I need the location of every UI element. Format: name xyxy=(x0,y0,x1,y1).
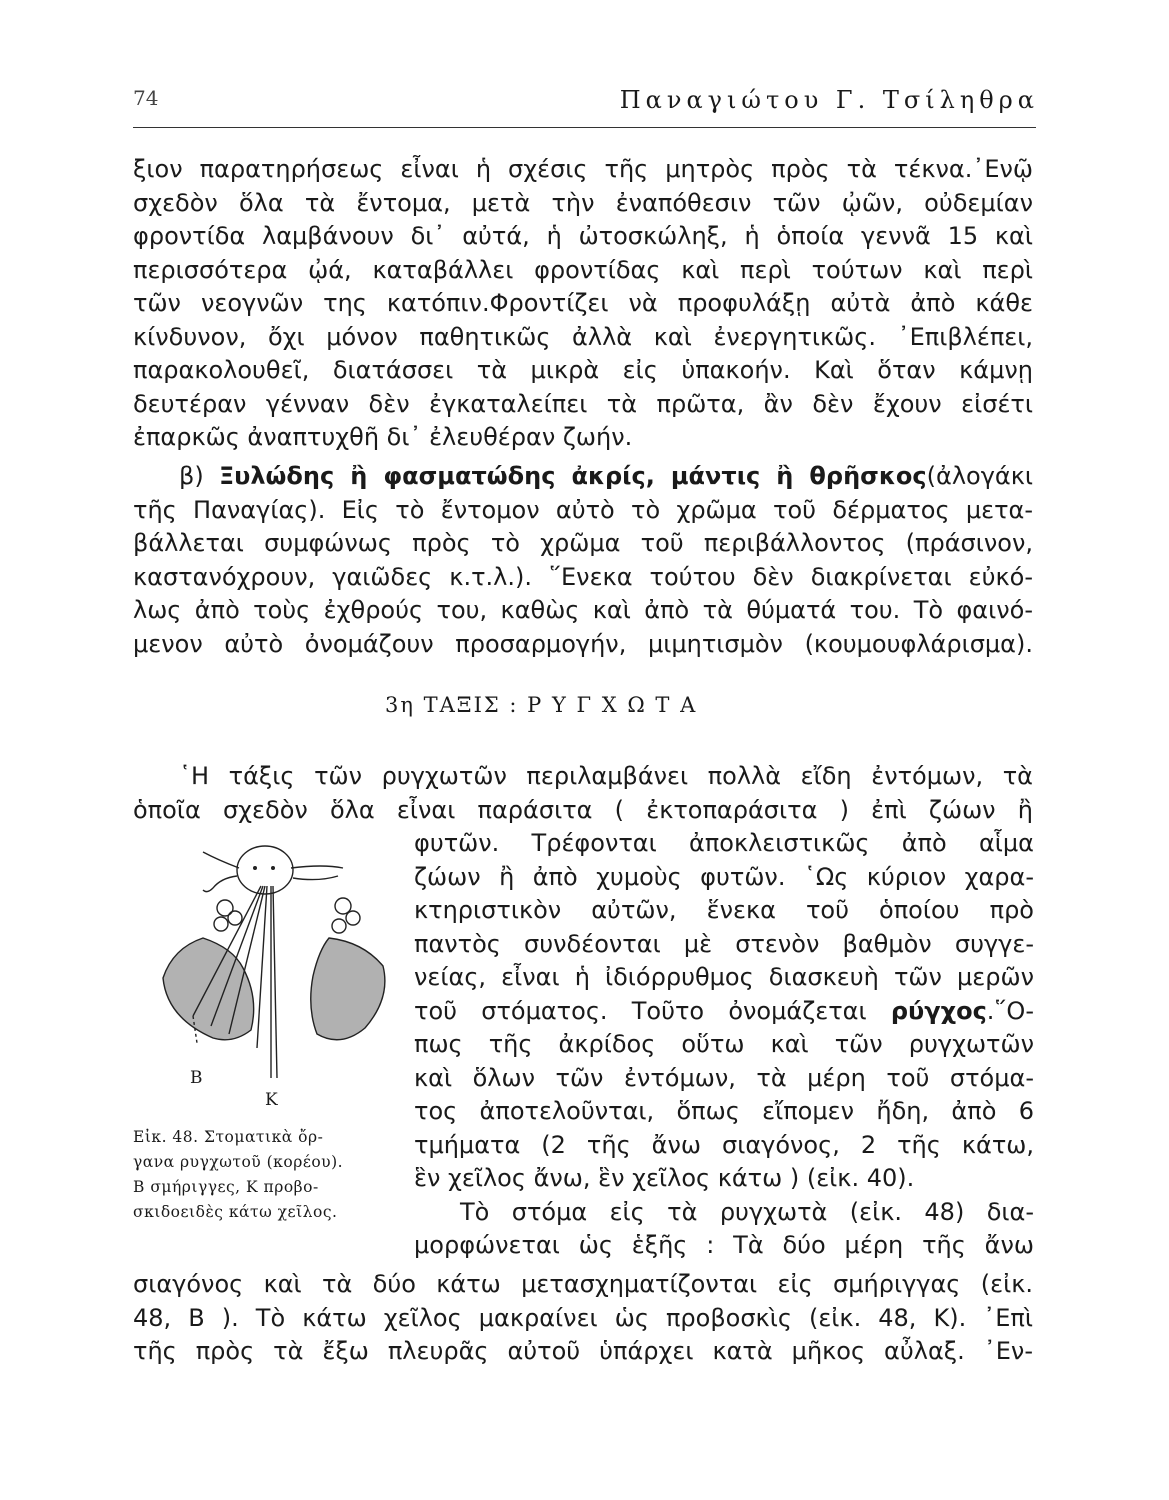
paragraph-3-top xyxy=(133,760,1033,827)
paragraph-2 xyxy=(133,460,1033,661)
caption-line: Β σμήριγγες, Κ προβο- xyxy=(133,1178,319,1196)
text-line: πως τῆς ἀκρίδος οὕτω καὶ τῶν ρυγχωτῶν xyxy=(414,1030,1034,1058)
text-line: κτηριστικὸν αὐτῶν, ἕνεκα τοῦ ὁποίου πρὸ xyxy=(414,896,1034,924)
text-fragment: (ἀλογάκι xyxy=(926,462,1033,490)
text-line: περισσότερα ᾠά, καταβάλλει φροντίδας καὶ περὶ τούτων καὶ περὶ xyxy=(133,255,1033,284)
running-title: Παναγιώτου Γ. Τσίληθρα xyxy=(619,86,1039,114)
caption-line: σκιδοειδὲς κάτω χεῖλος. xyxy=(133,1203,338,1221)
text-line: λως ἀπὸ τοὺς ἐχθρούς του, καθὼς καὶ ἀπὸ τὰ θύματά του. Τὸ φαινό- xyxy=(133,596,1033,624)
text-line: ἐπαρκῶς ἀναπτυχθῆ δι᾿ ἐλευθέραν ζωήν. xyxy=(133,423,633,451)
text-line: ἓν χεῖλος ἄνω, ἓν χεῖλος κάτω ) (εἰκ. 40). xyxy=(414,1164,915,1192)
text-line: κίνδυνον, ὄχι μόνον παθητικῶς ἀλλὰ καὶ ἐνεργητικῶς. ᾿Επιβλέπει, xyxy=(133,322,1033,351)
text-line: νείας, εἶναι ἡ ἰδιόρρυθμος διασκευὴ τῶν μερῶν xyxy=(414,963,1034,991)
bold-terms: Ξυλώδης ἢ φασματώδης ἀκρίς, μάντις ἢ θρῆσκος xyxy=(218,462,927,490)
text-line: παντὸς συνδέονται μὲ στενὸν βαθμὸν συγγε- xyxy=(414,929,1034,958)
paragraph-4-bottom xyxy=(133,1268,1033,1369)
text-line: μορφώνεται ὡς ἑξῆς : Τὰ δύο μέρη τῆς ἄνω xyxy=(414,1231,1034,1259)
text-line: φυτῶν. Τρέφονται ἀποκλειστικῶς ἀπὸ αἷμα xyxy=(414,829,1034,857)
caption-line: Εἰκ. 48. Στοματικὰ ὄρ- xyxy=(133,1128,324,1146)
text-line: ῾Η τάξις τῶν ρυγχωτῶν περιλαμβάνει πολλὰ εἴδη ἐντόμων, τὰ xyxy=(179,762,1033,790)
text-line: καστανόχρουν, γαιῶδες κ.τ.λ.). ῞Ενεκα τούτου δὲν διακρίνεται εὐκό- xyxy=(133,562,1033,591)
text-line: 48, Β ). Τὸ κάτω χεῖλος μακραίνει ὡς προβοσκὶς (εἰκ. 48, Κ). ᾿Επὶ xyxy=(133,1303,1033,1332)
text-line xyxy=(414,995,1034,1029)
caption-line: γανα ρυγχωτοῦ (κορέου). xyxy=(133,1153,344,1171)
text-line: ξιον παρατηρήσεως εἶναι ἡ σχέσις τῆς μητρὸς πρὸς τὰ τέκνα.᾿Ενῷ xyxy=(133,155,1033,183)
text-line: σχεδὸν ὅλα τὰ ἔντομα, μετὰ τὴν ἐναπόθεσιν τῶν ᾠῶν, οὐδεμίαν xyxy=(133,188,1033,217)
figure-caption xyxy=(133,1125,398,1225)
text-line xyxy=(133,460,1033,494)
paragraph-1 xyxy=(133,153,1033,455)
text-line: τῆς πρὸς τὰ ἔξω πλευρᾶς αὐτοῦ ὑπάρχει κατὰ μῆκος αὖλαξ. ᾿Εν- xyxy=(133,1337,1033,1365)
text-line: σιαγόνος καὶ τὰ δύο κάτω μετασχηματίζονται εἰς σμήριγγας (εἰκ. xyxy=(133,1270,1033,1298)
text-fragment: τοῦ στόματος. Τοῦτο ὀνομάζεται xyxy=(414,996,867,1025)
text-line: βάλλεται συμφώνως πρὸς τὸ χρῶμα τοῦ περιβάλλοντος (πράσινον, xyxy=(133,529,1033,557)
paragraph-3-right xyxy=(414,827,1034,1263)
text-line: δευτέραν γένναν δὲν ἐγκαταλείπει τὰ πρῶτα, ἂν δὲν ἔχουν εἰσέτι xyxy=(133,389,1033,418)
text-line: Τὸ στόμα εἰς τὰ ρυγχωτὰ (εἰκ. 48) δια- xyxy=(460,1197,1034,1226)
bold-term: ρύγχος xyxy=(890,996,987,1025)
text-line: τῆς Παναγίας). Εἰς τὸ ἔντομον αὐτὸ τὸ χρῶμα τοῦ δέρματος μετα- xyxy=(133,495,1033,524)
text-line: καὶ ὅλων τῶν ἐντόμων, τὰ μέρη τοῦ στόμα- xyxy=(414,1063,1034,1092)
text-line: τῶν νεογνῶν της κατόπιν.Φροντίζει νὰ προφυλάξῃ αὐτὰ ἀπὸ κάθε xyxy=(133,289,1033,317)
section-heading: 3η ΤΑΞΙΣ : Ρ Υ Γ Χ Ω Τ Α xyxy=(385,693,698,717)
text-line: φροντίδα λαμβάνουν δι᾿ αὐτά, ἡ ὠτοσκώληξ, ἡ ὁποία γεννᾶ 15 καὶ xyxy=(133,222,1033,250)
text-line: τμήματα (2 τῆς ἄνω σιαγόνος, 2 τῆς κάτω, xyxy=(414,1130,1034,1159)
text-fragment: .῞Ο- xyxy=(986,996,1034,1025)
text-line: ζώων ἢ ἀπὸ χυμοὺς φυτῶν. ῾Ως κύριον χαρα- xyxy=(414,862,1034,891)
figure-label-b: Β xyxy=(190,1068,203,1088)
list-marker: β) xyxy=(179,462,219,490)
text-line: παρακολουθεῖ, διατάσσει τὰ μικρὰ εἰς ὑπακοήν. Καὶ ὅταν κάμνῃ xyxy=(133,356,1033,384)
header-rule xyxy=(133,127,1036,128)
figure-label-k: Κ xyxy=(265,1090,278,1110)
text-line: ὁποῖα σχεδὸν ὅλα εἶναι παράσιτα ( ἐκτοπαράσιτα ) ἐπὶ ζώων ἢ xyxy=(133,795,1033,824)
text-line: τος ἀποτελοῦνται, ὅπως εἴπομεν ἤδη, ἀπὸ 6 xyxy=(414,1097,1034,1125)
page-number: 74 xyxy=(133,86,159,110)
text-line: μενον αὐτὸ ὀνομάζουν προσαρμογήν, μιμητισμὸν (κουμουφλάρισμα). xyxy=(133,629,1033,658)
insect-mouthparts-illustration xyxy=(133,838,413,1088)
